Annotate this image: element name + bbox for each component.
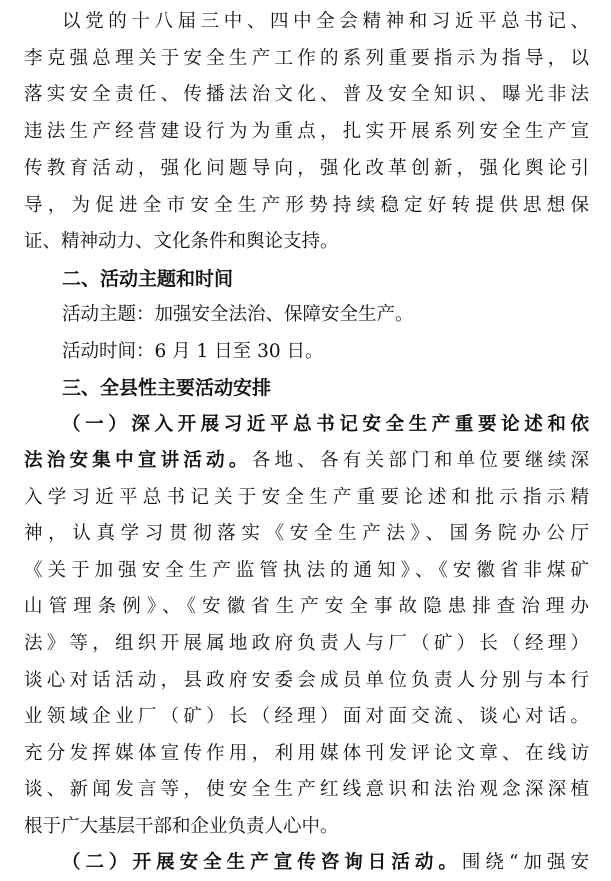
paragraph-line: 神，认真学习贯彻落实《安全生产法》、国务院办公厅	[24, 523, 589, 544]
paragraph-line: 《关于加强安全生产监管执法的通知》、《安徽省非煤矿	[24, 560, 589, 581]
activity-time: 活动时间：6 月 1 日至 30 日。	[62, 341, 324, 362]
paragraph-line: 以党的十八届三中、四中全会精神和习近平总书记、	[62, 11, 589, 32]
section-heading: 三、全县性主要活动安排	[62, 377, 272, 399]
paragraph-line: 谈、新闻发言等，使安全生产红线意识和法治观念深深植	[24, 779, 589, 800]
paragraph-line: 法》等，组织开展属地政府负责人与厂（矿）长（经理）	[24, 633, 589, 654]
item-title-end: 法治安集中宣讲活动。	[24, 450, 252, 471]
paragraph-line: 业领域企业厂（矿）长（经理）面对面交流、谈心对话。	[24, 706, 589, 727]
paragraph-line: 导，为促进全市安全生产形势持续稳定好转提供思想保	[24, 195, 589, 216]
activity-theme: 活动主题：加强安全法治、保障安全生产。	[62, 304, 414, 325]
paragraph-line: 证、精神动力、文化条件和舆论支持。	[24, 231, 339, 252]
item-body-start: 各地、各有关部门和单位要继续深	[251, 450, 589, 471]
paragraph-line: 充分发挥媒体宣传作用，利用媒体刊发评论文章、在线访	[24, 743, 589, 764]
paragraph-line: 落实安全责任、传播法治文化、普及安全知识、曝光非法	[24, 84, 589, 105]
paragraph-line: 李克强总理关于安全生产工作的系列重要指示为指导，以	[24, 48, 589, 69]
paragraph-line: 根于广大基层干部和企业负责人心中。	[24, 816, 339, 837]
item-title	[62, 845, 589, 881]
item-title: （一）深入开展习近平总书记安全生产重要论述和依	[62, 414, 589, 435]
section-heading: 二、活动主题和时间	[62, 268, 234, 290]
paragraph-line: 山管理条例》、《安徽省生产安全事故隐患排查治理办	[24, 596, 589, 617]
item-body-start: 围绕“加强安	[461, 852, 589, 873]
paragraph-line: 谈心对话活动，县政府安委会成员单位负责人分别与本行	[24, 670, 589, 691]
paragraph-line: 入学习近平总书记关于安全生产重要论述和批示指示精	[24, 487, 589, 508]
paragraph-line: 违法生产经营建设行为为重点，扎实开展系列安全生产宣	[24, 121, 589, 142]
item-title-bold: （二）开展安全生产宣传咨询日活动。	[62, 852, 462, 873]
paragraph-line: 传教育活动，强化问题导向，强化改革创新，强化舆论引	[24, 158, 589, 179]
item-title-continued	[24, 443, 589, 479]
